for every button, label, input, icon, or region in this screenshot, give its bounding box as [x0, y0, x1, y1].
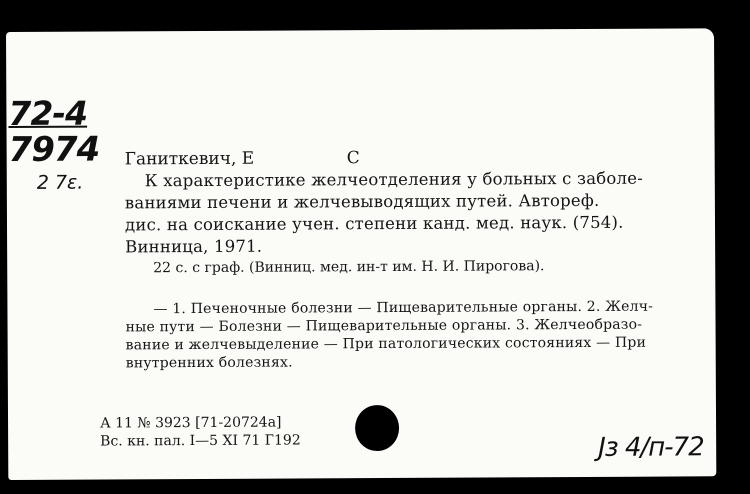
subject-line-4: внутренних болезнях.: [125, 354, 293, 372]
title-line-3: дис. на соискание учен. степени канд. мед. наук. (754).: [124, 212, 624, 235]
call-number-top: 72-4: [8, 93, 88, 133]
collation-line: 22 с. с граф. (Винниц. мед. ин-т им. Н. И. Пирогова).: [153, 258, 545, 277]
subject-line-3: вание и желчевыделение — При патологических состояниях — При: [125, 334, 647, 354]
catalog-card: [6, 28, 716, 480]
punch-hole: [355, 405, 399, 451]
handwritten-signature: Јз 4/п-72: [598, 432, 704, 463]
call-number-bottom: 7974: [8, 129, 100, 170]
catalog-number-line: А 11 № 3923 [71-20724а]: [100, 414, 282, 432]
author-name: Ганиткевич, Е: [124, 148, 255, 170]
author-initial: С: [346, 148, 360, 169]
handwritten-mark: 2 7ε.: [36, 171, 84, 194]
title-line-4: Винница, 1971.: [125, 236, 263, 257]
catalog-chamber-line: Вс. кн. пал. I—5 XI 71 Г192: [100, 432, 301, 450]
title-line-1: К характеристике желчеотделения у больных с заболе-: [144, 168, 643, 191]
subject-line-2: ные пути — Болезни — Пищеварительные органы. 3. Желчеобразо-: [125, 316, 643, 336]
title-line-2: ваниями печени и желчевыводящих путей. Автореф.: [124, 190, 600, 213]
subject-line-1: — 1. Печеночные болезни — Пищеварительные органы. 2. Желч-: [153, 298, 654, 318]
